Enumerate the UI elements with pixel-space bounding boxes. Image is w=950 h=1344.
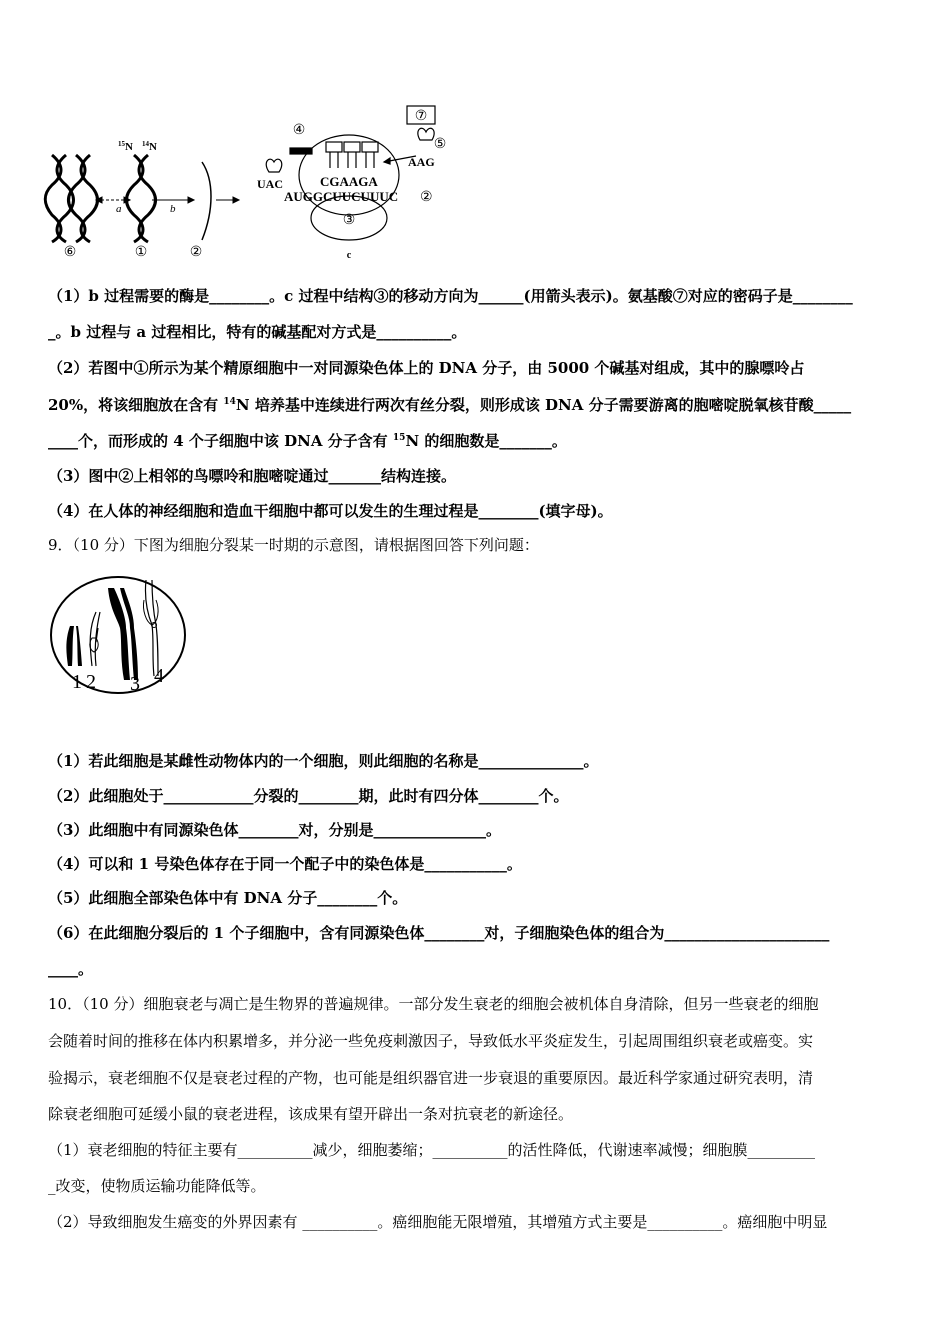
cell-division-figure bbox=[48, 570, 193, 705]
num-7: ⑦ bbox=[414, 109, 428, 124]
anticodon-right: AAG bbox=[408, 155, 435, 169]
label-c: c bbox=[346, 250, 352, 261]
q9-part3: （3）此细胞中有同源染色体________对，分别是_______________。 bbox=[48, 821, 501, 839]
q9-part2: （2）此细胞处于____________分裂的________期，此时有四分体________个。 bbox=[48, 787, 569, 805]
q8-part2-line3-sup: 15 bbox=[392, 433, 406, 443]
q8-part2-line2 bbox=[48, 395, 908, 415]
num-2b: ② bbox=[420, 190, 433, 205]
trna-sequence: CGAAGA bbox=[320, 174, 378, 189]
label-b: b bbox=[170, 203, 176, 215]
q8-part2-line1: （2）若图中①所示为某个精原细胞中一对同源染色体上的 DNA 分子，由 5000 个碱基对组成，其中的腺嘌呤占 bbox=[48, 359, 805, 377]
mrna-strand-2 bbox=[202, 162, 211, 240]
label-14n: N bbox=[149, 141, 157, 153]
q9-part6-line1: （6）在此细胞分裂后的 1 个子细胞中，含有同源染色体________对，子细胞染色体的组合为______________________ bbox=[48, 924, 830, 942]
q8-part2-line2-b: N 培养基中连续进行两次有丝分裂，则形成该 DNA 分子需要游离的胞嘧啶脱氧核苷酸_____ bbox=[235, 396, 852, 414]
q8-part1-line1: （1）b 过程需要的酶是________。c 过程中结构③的移动方向为______(用箭头表示)。氨基酸⑦对应的密码子是________ bbox=[48, 287, 853, 305]
dna-helix-1 bbox=[127, 155, 156, 242]
num-1: ① bbox=[134, 245, 148, 260]
q10-title-line1: 10．（10 分）细胞衰老与凋亡是生物界的普遍规律。一部分发生衰老的细胞会被机体自身清除，但另一些衰老的细胞 bbox=[48, 995, 819, 1013]
dna-process-figure bbox=[44, 100, 447, 265]
q10-part1-line1: （1）衰老细胞的特征主要有__________减少，细胞萎缩；__________的活性降低，代谢速率减慢；细胞膜_________ bbox=[48, 1141, 816, 1159]
arrow-to-translation bbox=[216, 197, 239, 203]
mrna-sequence: AUGGCUUCUUUC bbox=[284, 189, 399, 204]
num-5: ⑤ bbox=[433, 137, 447, 152]
q9-part5: （5）此细胞全部染色体中有 DNA 分子________个。 bbox=[48, 889, 408, 907]
q8-part2-line3-b: N 的细胞数是_______。 bbox=[405, 432, 567, 450]
label-15n: N bbox=[125, 141, 133, 153]
num-2: ② bbox=[189, 245, 203, 260]
q8-part1-line2: _。b 过程与 a 过程相比，特有的碱基配对方式是__________。 bbox=[48, 323, 467, 341]
q10-title-line4: 除衰老细胞可延缓小鼠的衰老进程，该成果有望开辟出一条对抗衰老的新途径。 bbox=[48, 1105, 574, 1123]
q10-title-line3: 验揭示，衰老细胞不仅是衰老过程的产物，也可能是组织器官进一步衰退的重要原因。最近科学家通过研究表明，清 bbox=[48, 1069, 814, 1087]
chromosome-1 bbox=[66, 626, 82, 666]
q8-part2-line2-sup: 14 bbox=[223, 397, 236, 407]
svg-text:15N bbox=[118, 140, 133, 153]
chrom-label-1: 1 bbox=[72, 671, 82, 693]
chrom-label-3: 3 bbox=[130, 673, 140, 695]
arrow-a bbox=[96, 197, 130, 203]
q10-part2-line1: （2）导致细胞发生癌变的外界因素有 __________。癌细胞能无限增殖，其增殖方式主要是__________。癌细胞中明显 bbox=[48, 1213, 828, 1231]
q8-part4: （4）在人体的神经细胞和造血干细胞中都可以发生的生理过程是________(填字母)。 bbox=[48, 502, 613, 520]
chromosome-4 bbox=[145, 580, 158, 676]
label-15n-sup: 15 bbox=[118, 140, 125, 148]
q8-part2-line3 bbox=[48, 431, 908, 451]
label-a: a bbox=[116, 203, 122, 215]
anticodon-left: UAC bbox=[257, 177, 283, 191]
q9-part1: （1）若此细胞是某雌性动物体内的一个细胞，则此细胞的名称是______________。 bbox=[48, 752, 599, 770]
svg-text:14N bbox=[142, 140, 157, 153]
label-14n-sup: 14 bbox=[142, 140, 149, 148]
chrom-label-4: 4 bbox=[154, 665, 164, 687]
chromosome-3 bbox=[108, 588, 138, 680]
num-3: ③ bbox=[342, 213, 356, 228]
q8-part2-line2-a: 20%，将该细胞放在含有 bbox=[48, 396, 224, 414]
q8-part3: （3）图中②上相邻的鸟嘌呤和胞嘧啶通过_______结构连接。 bbox=[48, 467, 456, 485]
q10-title-line2: 会随着时间的推移在体内积累增多，并分泌一些免疫刺激因子，导致低水平炎症发生，引起周围组织衰老或癌变。实 bbox=[48, 1032, 814, 1050]
num-4: ④ bbox=[292, 123, 306, 138]
q9-part6-line2: ____。 bbox=[48, 960, 94, 978]
q10-part1-line2: _改变，使物质运输功能降低等。 bbox=[48, 1177, 266, 1195]
q8-part2-line3-a: ____个，而形成的 4 个子细胞中该 DNA 分子含有 bbox=[48, 432, 393, 450]
dna-helix-6 bbox=[45, 155, 97, 242]
chrom-label-2: 2 bbox=[86, 671, 96, 693]
q9-part4: （4）可以和 1 号染色体存在于同一个配子中的染色体是___________。 bbox=[48, 855, 522, 873]
q9-title: 9．（10 分）下图为细胞分裂某一时期的示意图，请根据图回答下列问题： bbox=[48, 536, 539, 554]
num-6: ⑥ bbox=[63, 245, 77, 260]
